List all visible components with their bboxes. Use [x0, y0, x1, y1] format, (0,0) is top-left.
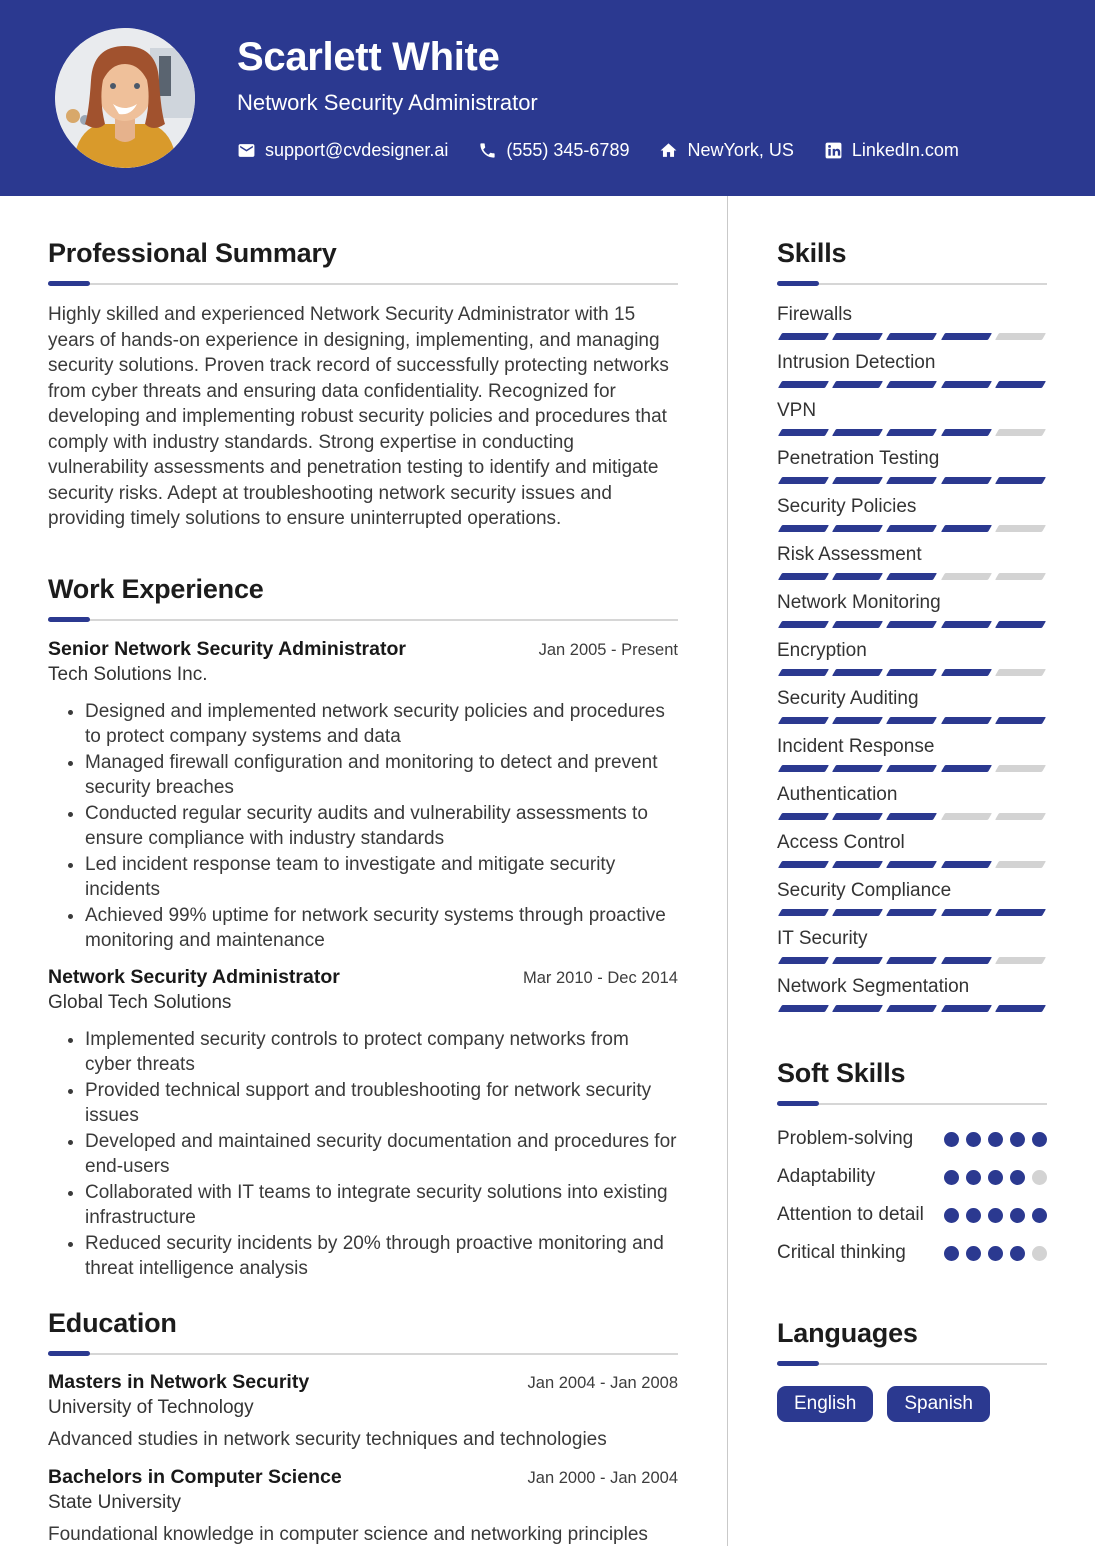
degree-header: [48, 1466, 678, 1489]
job-dates: Jan 2005 - Present: [538, 640, 678, 659]
job-bullet-list: [48, 699, 678, 954]
soft-skill-row: [777, 1240, 1047, 1266]
job-bullet: • Designed and implemented network security policies and procedures to protect company systems and data: [85, 699, 678, 750]
skill-bar: [777, 669, 1047, 676]
skill-label: Network Segmentation: [777, 976, 970, 997]
header-text-block: [237, 35, 959, 161]
soft-skills-section: [777, 1058, 1047, 1266]
skill-item: [777, 544, 1047, 580]
summary-section: [48, 238, 678, 532]
summary-heading: Professional Summary: [48, 238, 337, 268]
soft-skill-label: Critical thinking: [777, 1242, 906, 1263]
skill-item: [777, 304, 1047, 340]
degree-entry: [48, 1466, 678, 1546]
soft-skill-label: Attention to detail: [777, 1204, 924, 1225]
skill-label: Encryption: [777, 640, 867, 661]
languages-section: [777, 1318, 1047, 1422]
degree-header: [48, 1371, 678, 1394]
job-bullet-list: [48, 1027, 678, 1282]
job-dates: Mar 2010 - Dec 2014: [522, 968, 678, 987]
contact-phone: [478, 140, 629, 161]
skill-item: [777, 736, 1047, 772]
skill-item: [777, 928, 1047, 964]
soft-skill-row: [777, 1202, 1047, 1228]
heading-divider-accent: [777, 281, 819, 286]
skill-item: [777, 688, 1047, 724]
skill-label: Intrusion Detection: [777, 352, 936, 373]
heading-divider: [777, 1361, 1047, 1366]
skill-label: Network Monitoring: [777, 592, 941, 613]
job-bullet: • Conducted regular security audits and vulnerability assessments to ensure compliance with industry standards: [85, 801, 678, 852]
contact-email-text: support@cvdesigner.ai: [265, 140, 449, 160]
skill-item: [777, 400, 1047, 436]
degree-dates: Jan 2004 - Jan 2008: [527, 1373, 678, 1392]
job-title: Network Security Administrator: [48, 965, 340, 988]
heading-divider-accent: [777, 1101, 819, 1106]
skill-bar: [777, 909, 1047, 916]
education-section: [48, 1308, 678, 1546]
skill-bar: [777, 477, 1047, 484]
skill-item: [777, 448, 1047, 484]
envelope-icon: [237, 141, 256, 160]
job-bullet: • Provided technical support and troubleshooting for network security issues: [85, 1078, 678, 1129]
degree-description: Advanced studies in network security techniques and technologies: [48, 1428, 607, 1450]
resume-body: [0, 196, 1095, 1546]
job-bullet: • Led incident response team to investigate and mitigate security incidents: [85, 852, 678, 903]
skill-bar: [777, 765, 1047, 772]
skill-label: Access Control: [777, 832, 905, 853]
avatar-photo-illustration: [55, 28, 195, 168]
column-divider: [727, 196, 728, 1546]
job-header: [48, 966, 678, 989]
contact-location: [659, 140, 793, 161]
home-icon: [659, 141, 678, 160]
job-bullet: • Managed firewall configuration and monitoring to detect and prevent security breaches: [85, 750, 678, 801]
main-column: [48, 196, 678, 1546]
resume-header: [0, 0, 1095, 196]
heading-divider: [48, 1351, 678, 1356]
soft-skill-dots: [944, 1202, 1047, 1228]
heading-divider-accent: [48, 281, 90, 286]
soft-skill-row: [777, 1126, 1047, 1152]
job-entry: [48, 638, 678, 954]
linkedin-icon: [824, 141, 843, 160]
skill-item: [777, 592, 1047, 628]
sidebar-column: [777, 196, 1047, 1546]
job-company: Tech Solutions Inc.: [48, 663, 208, 685]
contact-linkedin-text: LinkedIn.com: [851, 140, 959, 160]
skills-heading: Skills: [777, 238, 847, 268]
contact-row: [237, 140, 959, 161]
contact-phone-text: (555) 345-6789: [506, 140, 630, 160]
contact-location-text: NewYork, US: [687, 140, 794, 160]
soft-skills-list: [777, 1126, 1047, 1266]
heading-divider: [48, 617, 678, 622]
job-company: Global Tech Solutions: [48, 991, 232, 1013]
job-title: Senior Network Security Administrator: [48, 637, 406, 660]
skill-item: [777, 880, 1047, 916]
contact-email[interactable]: [237, 140, 448, 161]
skill-label: Security Policies: [777, 496, 917, 517]
heading-divider-accent: [777, 1361, 819, 1366]
language-pill: English: [777, 1386, 873, 1422]
skill-bar: [777, 1005, 1047, 1012]
skill-bar: [777, 333, 1047, 340]
skill-bar: [777, 957, 1047, 964]
heading-divider-accent: [48, 617, 90, 622]
job-bullet: • Developed and maintained security documentation and procedures for end-users: [85, 1129, 678, 1180]
soft-skill-dots: [944, 1126, 1047, 1152]
avatar: [55, 28, 195, 168]
skill-label: Authentication: [777, 784, 898, 805]
person-name: Scarlett White: [237, 35, 500, 79]
heading-divider: [777, 281, 1047, 286]
degree-description: Foundational knowledge in computer science and networking principles: [48, 1523, 648, 1545]
education-heading: Education: [48, 1307, 177, 1338]
job-bullet: • Achieved 99% uptime for network security systems through proactive monitoring and maintenance: [85, 903, 678, 954]
skill-bar: [777, 429, 1047, 436]
skills-list: [777, 304, 1047, 1012]
phone-icon: [478, 141, 497, 160]
skill-bar: [777, 621, 1047, 628]
soft-skill-label: Adaptability: [777, 1166, 876, 1187]
job-bullet: • Reduced security incidents by 20% through proactive monitoring and threat intelligence analysis: [85, 1231, 678, 1282]
skill-item: [777, 352, 1047, 388]
skill-bar: [777, 525, 1047, 532]
degree-dates: Jan 2000 - Jan 2004: [527, 1468, 678, 1487]
experience-heading: Work Experience: [48, 573, 264, 604]
skill-label: Firewalls: [777, 304, 852, 325]
heading-divider: [777, 1101, 1047, 1106]
skill-bar: [777, 381, 1047, 388]
degree-school: State University: [48, 1491, 182, 1513]
degree-title: Bachelors in Computer Science: [48, 1465, 342, 1488]
job-bullet: • Implemented security controls to protect company networks from cyber threats: [85, 1027, 678, 1078]
skill-bar: [777, 813, 1047, 820]
skill-bar: [777, 573, 1047, 580]
skill-label: VPN: [777, 400, 817, 421]
job-bullet: • Collaborated with IT teams to integrate security solutions into existing infrastructure: [85, 1180, 678, 1231]
soft-skill-dots: [944, 1164, 1047, 1190]
degree-title: Masters in Network Security: [48, 1370, 310, 1393]
skills-section: [777, 238, 1047, 1012]
job-header: [48, 638, 678, 661]
soft-skills-heading: Soft Skills: [777, 1058, 906, 1088]
job-entry: [48, 966, 678, 1282]
heading-divider-accent: [48, 1351, 90, 1356]
summary-text: Highly skilled and experienced Network Security Administrator with 15 years of hands-on experience in designing, implementing, and managing security solutions. Proven track record of successfully protecting networks from cyber threats and ensuring data confidentiality. Recognized for developing and implementing robust security policies and procedures that comply with industry standards. Strong expertise in conducting vulnerability assessments and penetration testing to identify and mitigate security risks. Adept at troubleshooting network security issues and providing timely solutions to ensure uninterrupted operations.: [48, 304, 669, 529]
person-job-title: Network Security Administrator: [237, 90, 538, 115]
skill-label: Penetration Testing: [777, 448, 940, 469]
skill-label: Security Auditing: [777, 688, 919, 709]
skill-item: [777, 640, 1047, 676]
heading-divider: [48, 281, 678, 286]
skill-item: [777, 976, 1047, 1012]
skill-label: IT Security: [777, 928, 868, 949]
skill-bar: [777, 861, 1047, 868]
skill-item: [777, 832, 1047, 868]
soft-skill-row: [777, 1164, 1047, 1190]
languages-heading: Languages: [777, 1318, 918, 1348]
skill-label: Incident Response: [777, 736, 935, 757]
skill-item: [777, 784, 1047, 820]
experience-section: [48, 574, 678, 1282]
soft-skill-dots: [944, 1240, 1047, 1266]
skill-label: Security Compliance: [777, 880, 952, 901]
soft-skill-label: Problem-solving: [777, 1128, 914, 1149]
skill-bar: [777, 717, 1047, 724]
degree-entry: [48, 1371, 678, 1451]
contact-linkedin[interactable]: [824, 140, 959, 161]
language-pill: Spanish: [887, 1386, 990, 1422]
languages-list: [777, 1386, 1047, 1422]
skill-item: [777, 496, 1047, 532]
degree-school: University of Technology: [48, 1396, 254, 1418]
skill-label: Risk Assessment: [777, 544, 922, 565]
